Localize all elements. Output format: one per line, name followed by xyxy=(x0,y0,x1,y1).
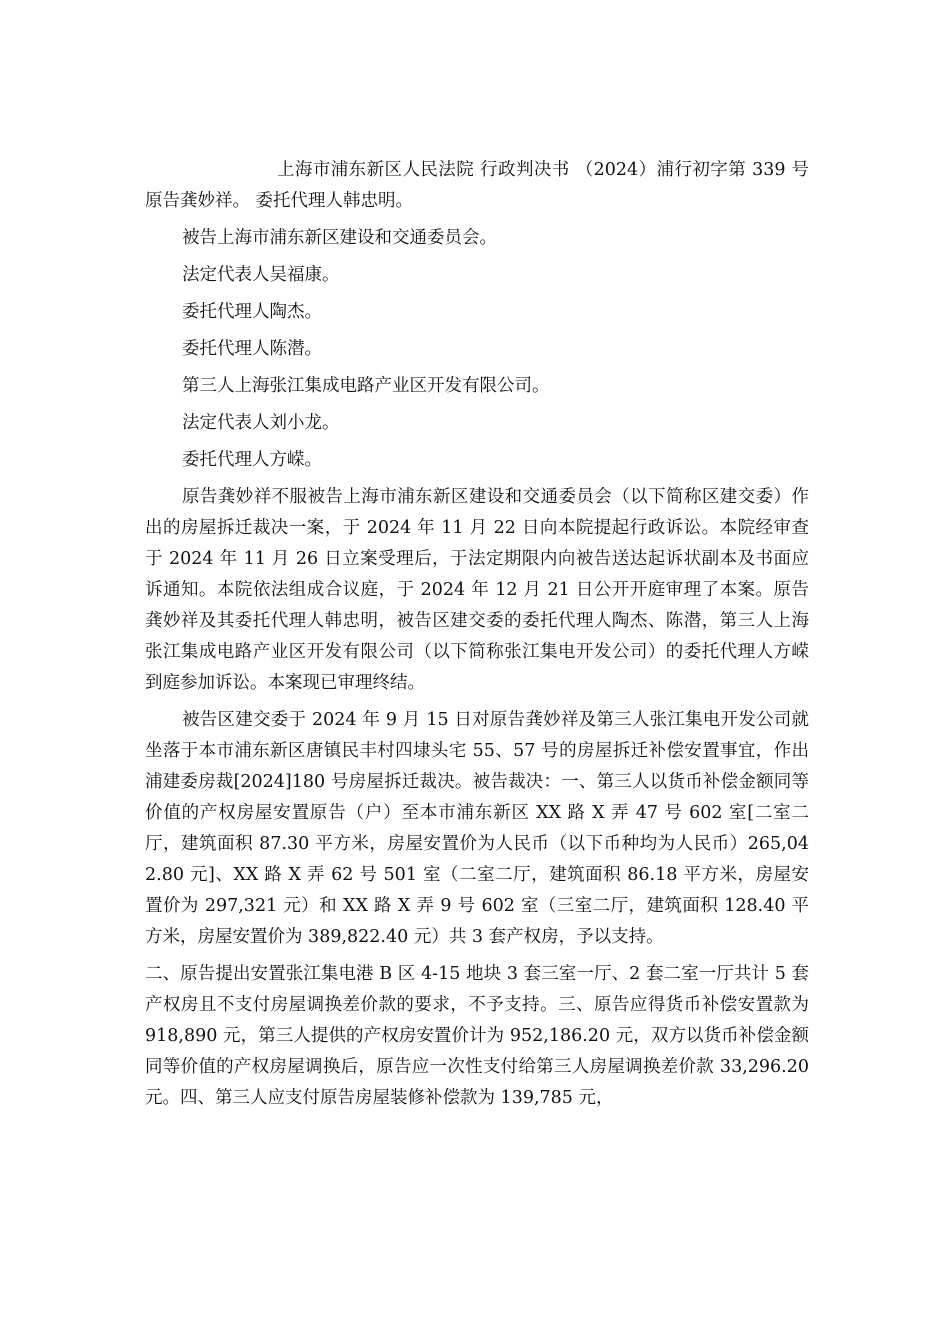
judgment-document xyxy=(145,155,809,1120)
party-third-agent: 委托代理人方嵘。 xyxy=(182,450,322,470)
party-defendant-representative: 法定代表人吴福康。 xyxy=(182,265,340,285)
party-third: 第三人上海张江集成电路产业区开发有限公司。 xyxy=(182,376,550,396)
party-defendant-agent-2: 委托代理人陈潜。 xyxy=(182,339,322,359)
document-header: 上海市浦东新区人民法院 行政判决书 （2024）浦行初字第 339 号 原告龚妙祥。 委托代理人韩忠明。 xyxy=(145,160,809,211)
party-third-representative: 法定代表人刘小龙。 xyxy=(182,413,340,433)
ruling-continuation-paragraph: 二、原告提出安置张江集电港 B 区 4-15 地块 3 套三室一厅、2 套二室一厅共计 5 套产权房且不支付房屋调换差价款的要求，不予支持。三、原告应得货币补偿安置款为 918,890 元，第三人提供的产权房安置价计为 952,186.20 元，双方以货币补偿金额同等价值的产权房屋调换后，原告应一次性支付给第三人房屋调换差价款 33,296.20 元。四、第三人应支付原告房屋装修补偿款为 139,785 元， xyxy=(145,964,809,1108)
party-defendant: 被告上海市浦东新区建设和交通委员会。 xyxy=(182,228,497,248)
case-background-paragraph: 原告龚妙祥不服被告上海市浦东新区建设和交通委员会（以下简称区建交委）作出的房屋拆迁裁决一案，于 2024 年 11 月 22 日向本院提起行政诉讼。本院经审查于 2024 年 11 月 26 日立案受理后，于法定期限内向被告送达起诉状副本及书面应诉通知。本院依法组成合议庭，于 2024 年 12 月 21 日公开开庭审理了本案。原告龚妙祥及其委托代理人韩忠明，被告区建交委的委托代理人陶杰、陈潜，第三人上海张江集成电路产业区开发有限公司（以下简称张江集电开发公司）的委托代理人方嵘到庭参加诉讼。本案现已审理终结。 xyxy=(145,487,809,693)
ruling-paragraph: 被告区建交委于 2024 年 9 月 15 日对原告龚妙祥及第三人张江集电开发公司就坐落于本市浦东新区唐镇民丰村四埭头宅 55、57 号的房屋拆迁补偿安置事宜，作出浦建委房裁[2024]180 号房屋拆迁裁决。被告裁决：一、第三人以货币补偿金额同等价值的产权房屋安置原告（户）至本市浦东新区 XX 路 X 弄 47 号 602 室[二室二厅，建筑面积 87.30 平方米，房屋安置价为人民币（以下币种均为人民币）265,042.80 元]、XX 路 X 弄 62 号 501 室（二室二厅，建筑面积 86.18 平方米，房屋安置价为 297,321 元）和 XX 路 X 弄 9 号 602 室（三室二厅，建筑面积 128.40 平方米，房屋安置价为 389,822.40 元）共 3 套产权房，予以支持。 xyxy=(145,710,809,947)
party-defendant-agent-1: 委托代理人陶杰。 xyxy=(182,302,322,322)
